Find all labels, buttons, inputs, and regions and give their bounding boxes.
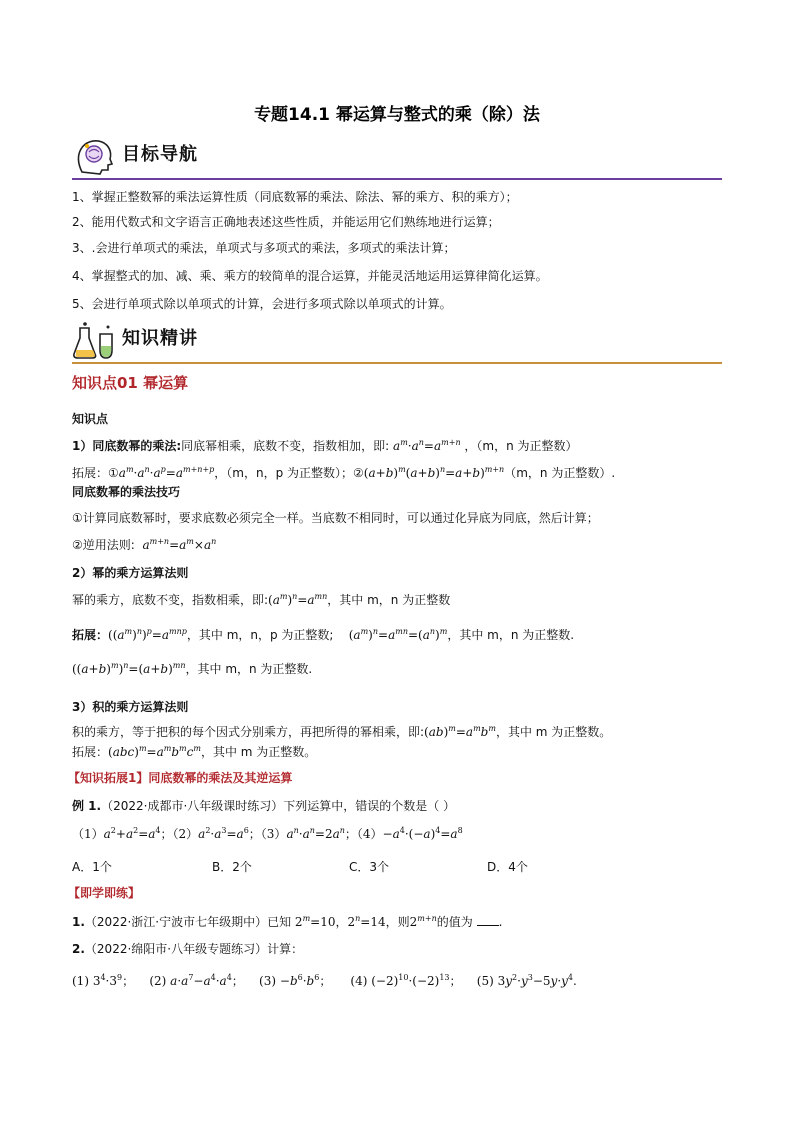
practice-1-expr: $2^{m+n}$ xyxy=(409,914,437,929)
ext1-cond-a: ，（m，n，p 为正整数）； xyxy=(214,466,354,480)
practice-1-text-a: （2022·浙江·宁波市七年级期中）已知 xyxy=(84,915,292,929)
practice-1-text-c: 的值为 xyxy=(436,915,473,929)
option-a[interactable]: A．1个 xyxy=(72,860,112,874)
flask-icon xyxy=(72,318,116,362)
goal-item-3: 3、.会进行单项式的乘法，单项式与多项式的乘法，多项式的乘法计算； xyxy=(72,241,456,255)
ext1-formula-b: $②(a+b)^m(a+b)^n=a+b)^{m+n}$ xyxy=(353,465,505,480)
rule2-line xyxy=(72,592,450,608)
ext2-cond-a: ，其中 m，n，p 为正整数; xyxy=(186,628,334,642)
rule3-title: 3）积的乘方运算法则 xyxy=(72,700,189,714)
example-1 xyxy=(72,798,455,814)
brain-head-icon xyxy=(72,134,116,178)
ext3-formula: $(abc)^m=a^mb^mc^m$ xyxy=(108,744,201,759)
knowledge-divider xyxy=(72,362,722,364)
practice-1-text-b: ，则 xyxy=(385,915,410,929)
rule1-title: 1）同底数幂的乘法: xyxy=(72,439,182,453)
rule3-extension-line xyxy=(72,744,316,760)
example-1-text: （2022·成都市·八年级课时练习）下列运算中，错误的个数是（ ） xyxy=(101,799,456,813)
practice-2 xyxy=(72,941,303,957)
rule2-extension-line-2 xyxy=(72,661,312,677)
knowledge-point-01-title: 知识点01 幂运算 xyxy=(72,374,189,392)
practice-1-answer-blank[interactable] xyxy=(477,914,499,926)
ext1-cond-b: （m，n 为正整数）. xyxy=(504,466,616,480)
example-1-label: 例 1. xyxy=(72,799,102,813)
rule3-condition: ，其中 m 为正整数。 xyxy=(495,725,612,739)
rule2-formula: $(a^m)^n=a^{mn}$ xyxy=(268,592,328,607)
goal-nav-title: 目标导航 xyxy=(122,144,198,165)
option-d[interactable]: D．4个 xyxy=(487,860,528,874)
rule1-line xyxy=(72,438,578,454)
rule2-extension-line xyxy=(72,627,574,643)
rule1-formula: $a^m\cdot a^n=a^{m+n}$ xyxy=(393,438,461,453)
rule1-condition: ，（m，n 为正整数） xyxy=(464,439,578,453)
rule1-text: 同底幂相乘，底数不变，指数相加，即: xyxy=(181,439,390,453)
tip-2-label: ②逆用法则: xyxy=(72,538,135,552)
option-c[interactable]: C．3个 xyxy=(349,860,390,874)
practice-1: 1.（2022·浙江·宁波市七年级期中）已知 $2^m=10$，$2^n=14$，则$2^{m+n}$的值为 . xyxy=(72,914,503,929)
rule2-condition: ，其中 m，n 为正整数 xyxy=(327,593,451,607)
goal-item-5: 5、会进行单项式除以单项式的计算，会进行多项式除以单项式的计算。 xyxy=(72,297,452,311)
knowledge-expansion-1: 【知识拓展1】同底数幂的乘法及其逆运算 xyxy=(68,771,293,785)
ext1-label: 拓展： xyxy=(72,466,109,480)
ext2-cond-b: ，其中 m，n 为正整数. xyxy=(447,628,575,642)
practice-2-label: 2. xyxy=(72,942,85,956)
practice-2-items: (1) $3^4\cdot 3^9$； (2) $a\cdot a^7-a^4\cdot a^4$； $(3) -b^6\cdot b^6$； (4) $(-2)^{10}\cdot(-2)^{13}$； (5) $3y^2\cdot y^3-5y\cdot y^4$. xyxy=(72,973,577,988)
ext2b-formula: $((a+b)^m)^n=(a+b)^{mn}$ xyxy=(72,661,186,676)
example-1-items: $(1)a^2+a^2=a^4$；$(2)a^2\cdot a^3=a^6$；$(3)a^n\cdot a^n=2a^n$；$(4)-a^4\cdot(-a)^4=a^8$ xyxy=(72,826,463,841)
ext2-formula-a: $((a^m)^n)^p=a^{mnp}$ xyxy=(108,627,187,642)
tip-title: 同底数幂的乘法技巧 xyxy=(72,485,181,499)
option-b[interactable]: B．2个 xyxy=(212,860,252,874)
practice-2-text: （2022·绵阳市·八年级专题练习）计算： xyxy=(84,942,304,956)
ext2-label: 拓展： xyxy=(72,628,109,642)
ext1-formula-a: $①a^m\cdot a^n\cdot a^p=a^{m+n+p}$ xyxy=(108,465,215,480)
ext2-formula-b: $(a^m)^n=a^{mn}=(a^n)^m$ xyxy=(348,627,448,642)
ext3-label: 拓展： xyxy=(72,745,109,759)
knowledge-title: 知识精讲 xyxy=(122,328,198,349)
practice-header: 【即学即练】 xyxy=(68,886,141,900)
ext3-condition: ，其中 m 为正整数。 xyxy=(200,745,317,759)
rule1-extension-line xyxy=(72,465,615,481)
goal-nav-header xyxy=(72,134,722,180)
knowledge-point-label: 知识点 xyxy=(72,412,109,426)
rule3-text: 积的乘方，等于把积的每个因式分别乘方，再把所得的幂相乘，即: xyxy=(72,725,425,739)
knowledge-header xyxy=(72,318,722,364)
goal-item-1: 1、掌握正整数幂的乘法运算性质（同底数幂的乘法、除法、幂的乘方、积的乘方）； xyxy=(72,190,518,204)
tip-1: ①计算同底数幂时，要求底数必须完全一样。当底数不相同时，可以通过化异底为同底，然后计算； xyxy=(72,511,599,525)
ext2b-condition: ，其中 m，n 为正整数. xyxy=(185,662,313,676)
goal-nav-divider xyxy=(72,178,722,180)
practice-1-label: 1. xyxy=(72,915,85,929)
tip-2 xyxy=(72,537,216,553)
rule3-line xyxy=(72,724,611,740)
goal-item-4: 4、掌握整式的加、减、乘、乘方的较简单的混合运算，并能灵活地运用运算律简化运算。 xyxy=(72,269,548,283)
tip-2-formula: $a^{m+n}=a^m\times a^n$ xyxy=(142,537,217,552)
rule3-formula: $(ab)^m=a^mb^m$ xyxy=(424,724,496,739)
page-title: 专题14.1 幂运算与整式的乘（除）法 xyxy=(254,105,540,125)
rule2-text: 幂的乘方，底数不变，指数相乘，即: xyxy=(72,593,269,607)
goal-item-2: 2、能用代数式和文字语言正确地表述这些性质，并能运用它们熟练地进行运算； xyxy=(72,215,500,229)
practice-1-given: $2^m=10$，$2^n=14$ xyxy=(294,914,386,929)
rule2-title: 2）幂的乘方运算法则 xyxy=(72,566,189,580)
